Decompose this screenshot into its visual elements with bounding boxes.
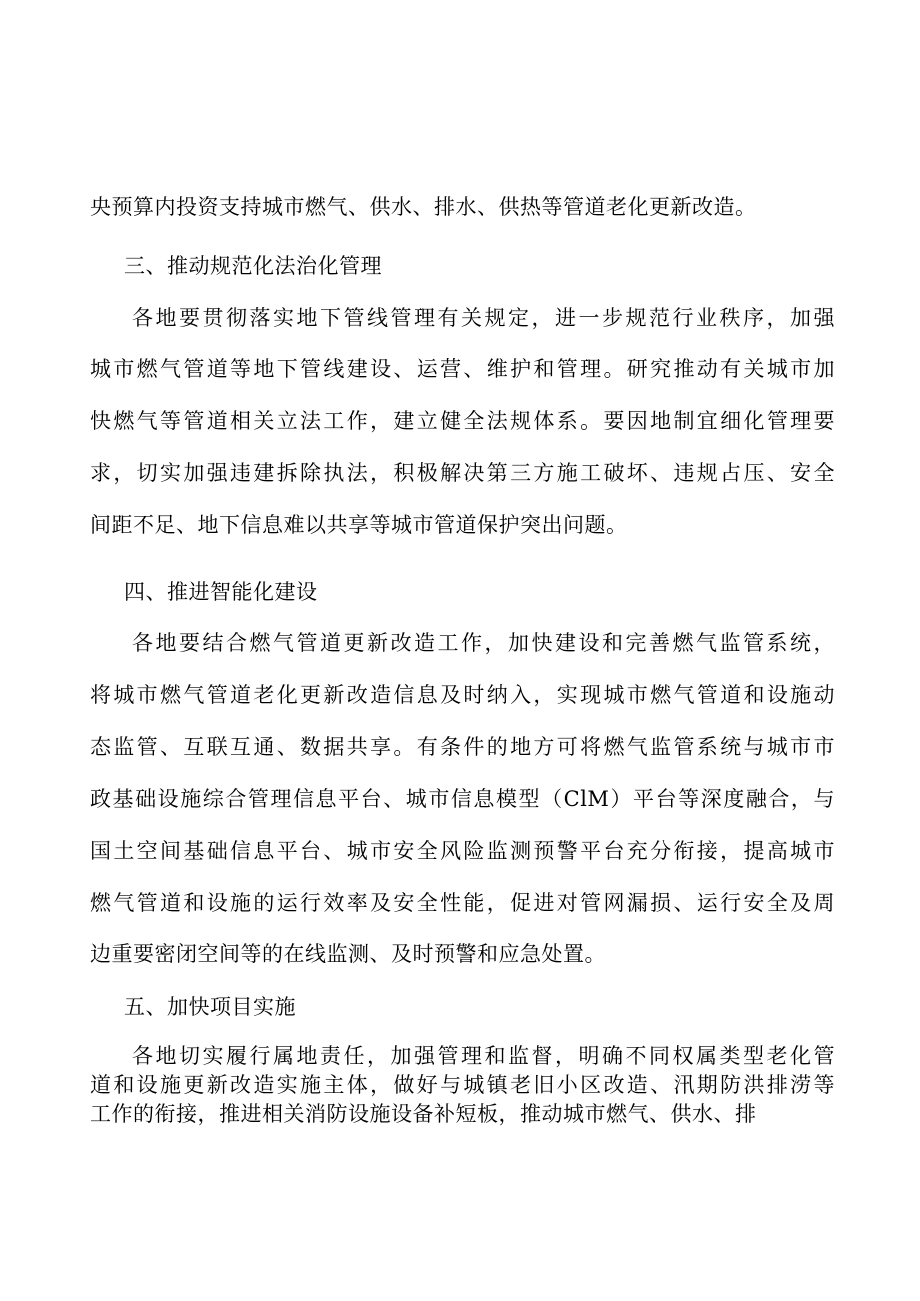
paragraph-line: 各地要结合燃气管道更新改造工作，加快建设和完善燃气监管系统， [132,631,835,655]
paragraph-line: 各地切实履行属地责任，加强管理和监督，明确不同权属类型老化管 [132,1044,835,1068]
paragraph-line: 各地要贯彻落实地下管线管理有关规定，进一步规范行业秩序，加强 [132,306,835,330]
section-heading-3: 三、推动规范化法治化管理 [124,254,382,278]
paragraph-line: 工作的衔接，推进相关消防设施设备补短板，推动城市燃气、供水、排 [90,1102,757,1126]
paragraph-line: 燃气管道和设施的运行效率及安全性能，促进对管网漏损、运行安全及周 [90,891,835,915]
paragraph-line: 国土空间基础信息平台、城市安全风险监测预警平台充分衔接，提高城市 [90,839,835,863]
paragraph-line: 央预算内投资支持城市燃气、供水、排水、供热等管道老化更新改造。 [90,195,757,219]
paragraph-line: 态监管、互联互通、数据共享。有条件的地方可将燃气监管系统与城市市 [90,735,835,759]
paragraph-line: 求，切实加强违建拆除执法，积极解决第三方施工破坏、违规占压、安全 [90,461,835,485]
paragraph-line: 边重要密闭空间等的在线监测、及时预警和应急处置。 [90,942,606,966]
paragraph-line: 将城市燃气管道老化更新改造信息及时纳入，实现城市燃气管道和设施动 [90,683,835,707]
paragraph-line: 快燃气等管道相关立法工作，建立健全法规体系。要因地制宜细化管理要 [90,409,835,433]
paragraph-line: 间距不足、地下信息难以共享等城市管道保护突出问题。 [90,513,628,537]
paragraph-line: 政基础设施综合管理信息平台、城市信息模型（ClM）平台等深度融合，与 [90,787,835,811]
paragraph-line: 城市燃气管道等地下管线建设、运营、维护和管理。研究推动有关城市加 [90,357,835,381]
section-heading-5: 五、加快项目实施 [124,995,296,1019]
paragraph-line: 道和设施更新改造实施主体，做好与城镇老旧小区改造、汛期防洪排涝等 [90,1073,835,1097]
section-heading-4: 四、推进智能化建设 [124,580,318,604]
